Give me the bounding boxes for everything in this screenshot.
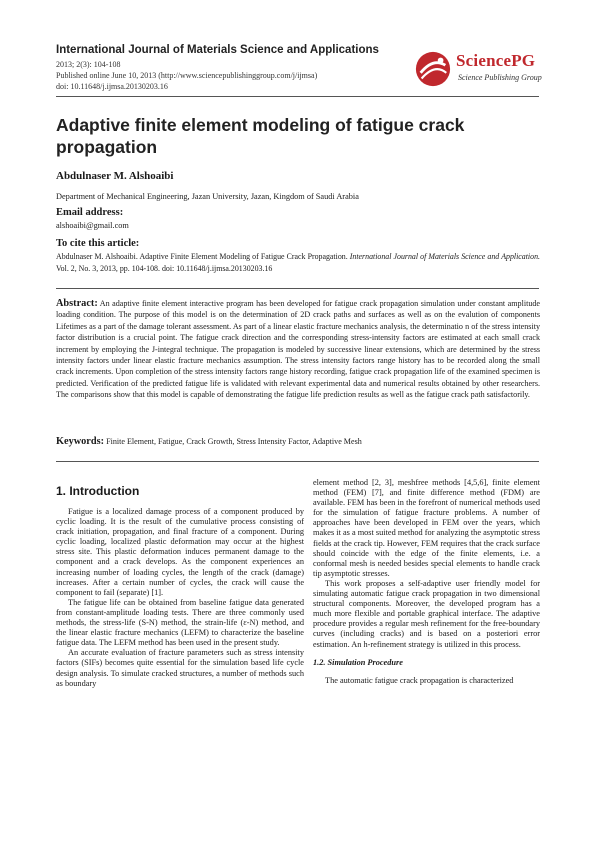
abstract-label: Abstract:: [56, 298, 98, 309]
keywords-label: Keywords:: [56, 436, 105, 447]
logo-name: SciencePG: [456, 51, 536, 70]
doi: doi: 10.11648/j.ijmsa.20130203.16: [56, 82, 168, 91]
subsection-heading: 1.2. Simulation Procedure: [313, 657, 403, 667]
cite-heading: To cite this article:: [56, 238, 140, 249]
keywords: [56, 436, 540, 448]
left-column: [56, 507, 304, 689]
sciencepg-logo-icon: [414, 50, 452, 88]
publisher-logo: [412, 46, 544, 90]
header-divider: [56, 96, 539, 97]
citation-journal: International Journal of Materials Science and Application.: [349, 252, 540, 261]
paper-title: Adaptive finite element modeling of fatigue crack propagation: [56, 115, 465, 157]
author-affiliation: Department of Mechanical Engineering, Jazan University, Jazan, Kingdom of Saudi Arabia: [56, 192, 359, 201]
right-column: [313, 478, 540, 686]
intro-paragraph: The fatigue life can be obtained from baseline fatigue data generated from constant-amplitude loading tests. There are three commonly used methods, the stress-life (S-N) method, the strain-life (ε-N) method, and the linear elastic fracture mechanics (LEFM) to characterize the baseline fatigue data. The LEFM method has been used in the present study.: [56, 597, 304, 648]
abstract-divider-top: [56, 288, 539, 289]
subsection-paragraph: The automatic fatigue crack propagation is characterized: [325, 675, 514, 685]
section-heading-introduction: 1. Introduction: [56, 484, 140, 498]
intro-paragraph: An accurate evaluation of fracture parameters such as stress intensity factors (SIFs) becomes quite essential for the simulation based life cycle design analysis. To simulate cracked structures, a number of methods such as boundary: [56, 648, 304, 688]
intro-paragraph: This work proposes a self-adaptive user friendly model for simulating automatic fatigue crack propagation in two dimensional structural components. Moreover, the developed program has a much more flexible and portable graphical interface. The adaptive procedure provides a regular mesh refinement for the free-boundary curves (including cracks) and is based on a posteriori error estimation. An h-refinement strategy is utilized in this process.: [313, 578, 540, 649]
abstract: [56, 298, 540, 401]
intro-paragraph: Fatigue is a localized damage process of a component produced by cyclic loading. It is the result of the cumulative process consisting of crack initiation, propagation, and final fracture of a component. During cyclic loading, localized plastic deformation may occur at the highest stress site. This plastic deformation induces permanent damage to the component and a crack develops. As the component experiences an increasing number of loading cycles, the length of the crack (damage) increases. After a certain number of cycles, the crack will cause the component to fail (separate) [1].: [56, 507, 304, 597]
abstract-text: An adaptive finite element interactive program has been developed for fatigue crack propagation simulation under constant amplitude loading condition. The purpose of this model is on the determination of 2D crack paths and surfaces as well as on the evalution of components Lifetimes as a part of the damage tolerant assessment. As part of a linear elastic fracture mechanics analysis, the determinatio n of the stress intensity factor distribution is a crucial point. The fatigue crack direction and the corresponding stress-intensity factors are estimated at each small crack increment by employing the J-integral technique. The propagation is modeled by successive linear extensions, which are determined by the stress intensity factors under linear elastic fracture mechanics assumption. The stress intensity factors range history has to be recorded along the small crack increments. Upon completion of the stress intensity factors range history recording, fatigue crack propagation life of the examined specimen is predicted. Verification of the predicted fatigue life is validated with relevant experimental data and numerical results obtained by other researchers. The comparisons show that this model is capable of demonstrating the fatigue life prediction results as well as the fatigue crack path satisfactorily.: [56, 299, 541, 400]
citation-text: Abdulnaser M. Alshoaibi. Adaptive Finite Element Modeling of Fatigue Crack Propagation. International Journal of Materials Science and Application. Vol. 2, No. 3, 2013, pp. 104-108. doi: 10.11648/j.ijmsa.20130203.16: [56, 252, 540, 273]
journal-title: International Journal of Materials Science and Applications: [56, 44, 379, 56]
journal-issue: 2013; 2(3): 104-108: [56, 60, 121, 69]
keywords-text: Finite Element, Fatigue, Crack Growth, Stress Intensity Factor, Adaptive Mesh: [106, 437, 362, 446]
publication-date: Published online June 10, 2013 (http://www.sciencepublishinggroup.com/j/ijmsa): [56, 71, 318, 80]
author-name: Abdulnaser M. Alshoaibi: [56, 170, 174, 182]
abstract-divider-bottom: [56, 461, 539, 462]
logo-subtitle: Science Publishing Group: [458, 73, 542, 82]
email-address: alshoaibi@gmail.com: [56, 221, 129, 230]
intro-paragraph: element method [2, 3], meshfree methods [4,5,6], finite element method (FEM) [7], and finite difference method (FDM) are available. FEM has been in the forefront of numerical methods used for the simulation of fatigue fracture problems. A number of approaches have been developed in FEM over the years, which makes it as a most suited method for analyzing the asymptotic stress fields at the crack tip. However, FEM requires that the crack surface should coincide with the edge of the finite elements, i.e. a conformal mesh is needed besides special elements to handle crack tip asymptotic stresses.: [313, 478, 540, 578]
email-heading: Email address:: [56, 207, 124, 218]
